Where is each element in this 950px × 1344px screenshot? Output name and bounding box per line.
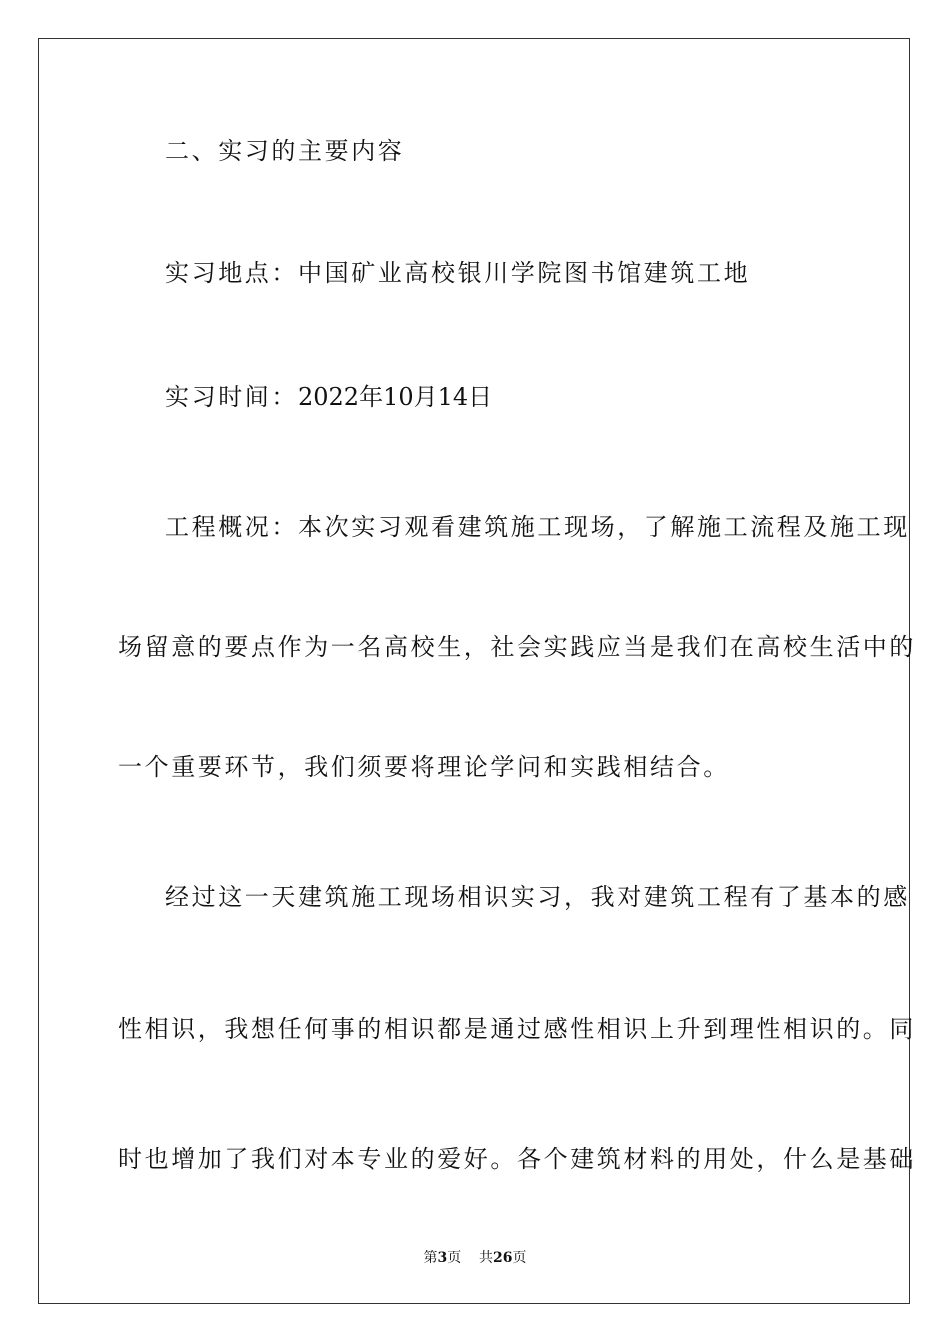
page-footer [0, 1247, 950, 1267]
footer-page-total: 26 [493, 1250, 513, 1266]
paragraph1-line-1: 工程概况：本次实习观看建筑施工现场，了解施工流程及施工现 [165, 513, 910, 541]
paragraph1-line-3: 一个重要环节，我们须要将理论学问和实践相结合。 [118, 753, 730, 781]
footer-page-prefix: 第 [423, 1250, 438, 1266]
page-border [38, 38, 910, 1304]
paragraph2-line-3: 时也增加了我们对本专业的爱好。各个建筑材料的用处，什么是基础 [118, 1145, 916, 1173]
paragraph1-line-2: 场留意的要点作为一名高校生，社会实践应当是我们在高校生活中的 [118, 633, 916, 661]
time-line [165, 382, 492, 412]
paragraph2-line-2: 性相识，我想任何事的相识都是通过感性相识上升到理性相识的。同 [118, 1015, 916, 1043]
footer-total-prefix: 共 [479, 1250, 494, 1266]
footer-page-current: 3 [437, 1250, 448, 1266]
section-heading: 二、实习的主要内容 [165, 137, 405, 165]
time-value: 2022年10月14日 [298, 383, 493, 411]
footer-total-unit: 页 [512, 1250, 527, 1266]
footer-page-unit: 页 [447, 1250, 462, 1266]
location-line: 实习地点：中国矿业高校银川学院图书馆建筑工地 [165, 259, 751, 287]
paragraph2-line-1: 经过这一天建筑施工现场相识实习，我对建筑工程有了基本的感 [165, 883, 910, 911]
time-label: 实习时间： [165, 383, 298, 411]
